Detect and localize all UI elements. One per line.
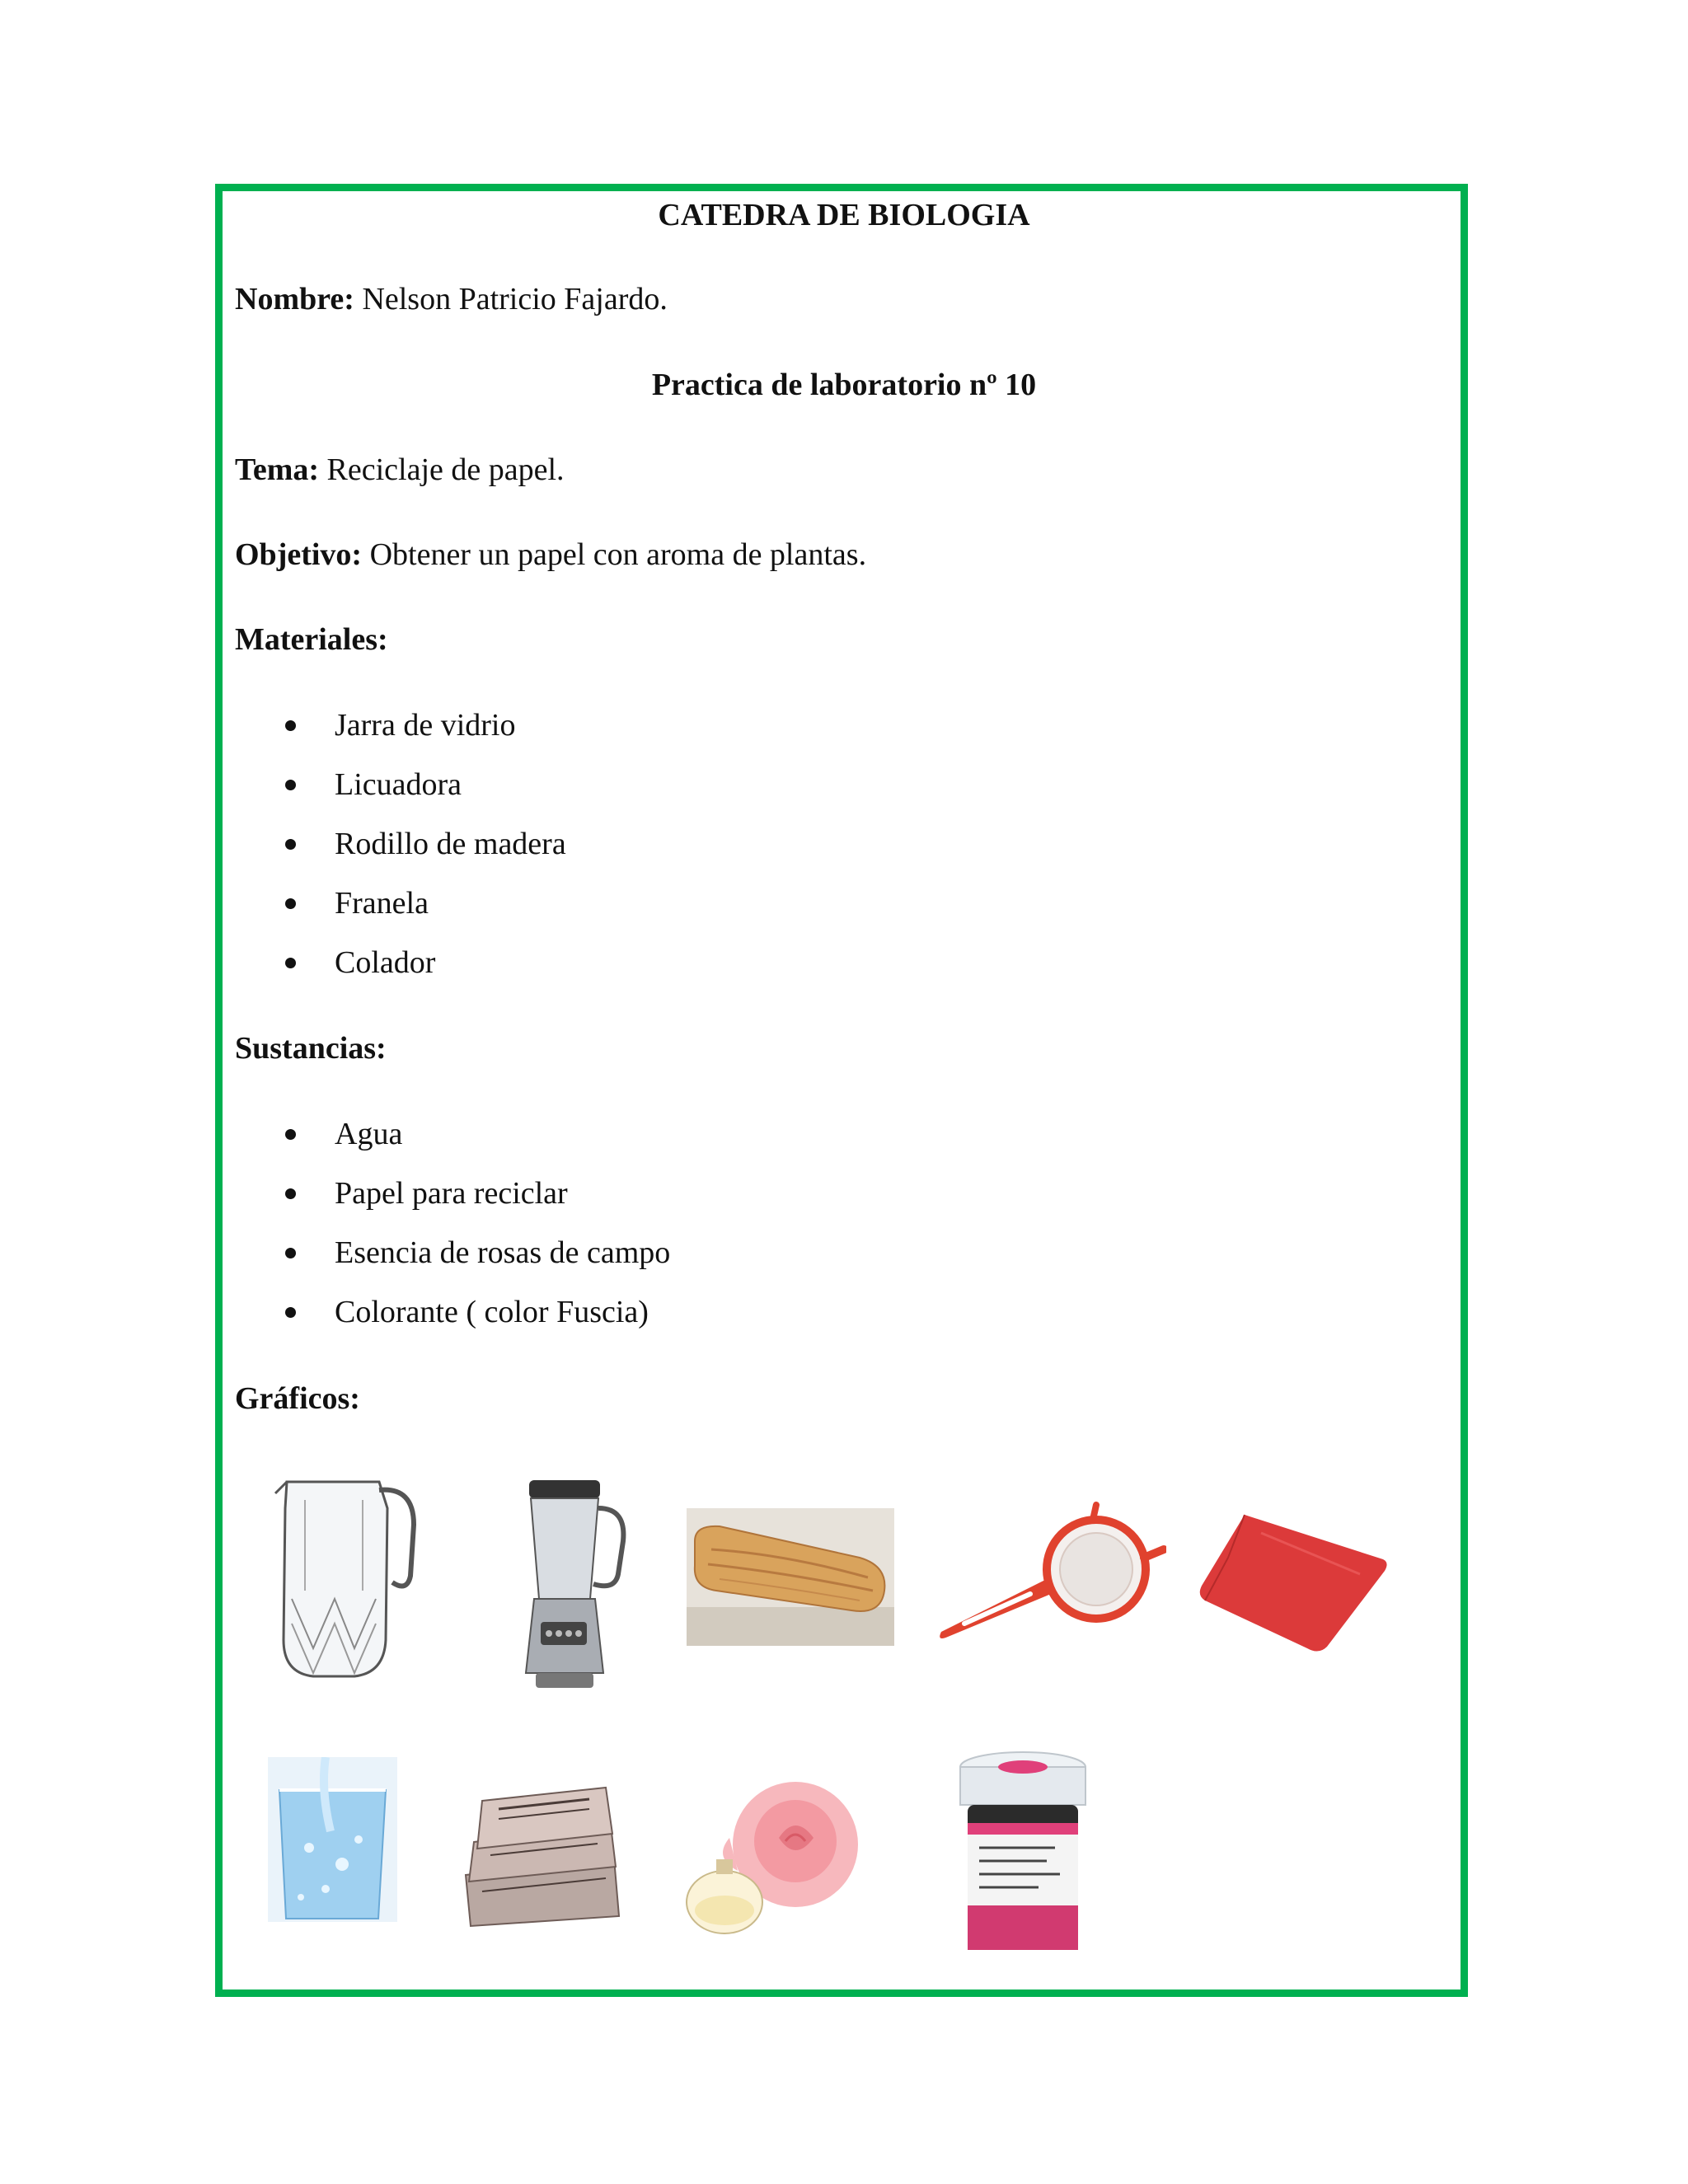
materiales-heading: Materiales: [235,622,388,657]
tema-field [235,452,565,488]
sustancias-heading: Sustancias: [235,1031,387,1066]
bullet-icon [285,958,296,968]
objetivo-label: Objetivo: [235,537,363,572]
stack-of-newspapers-image [457,1776,626,1929]
bullet-icon [285,1129,296,1140]
blender-image [511,1475,631,1694]
bullet-icon [285,1248,296,1258]
bullet-icon [285,839,296,850]
graficos-heading: Gráficos: [235,1381,360,1416]
nombre-field [235,281,668,317]
bullet-icon [285,780,296,790]
bullet-icon [285,898,296,909]
red-strainer-image [931,1500,1166,1648]
glass-pitcher-image [272,1475,420,1681]
wooden-rolling-pin-image [687,1508,894,1646]
objetivo-field [235,537,866,573]
bullet-icon [285,720,296,731]
bullet-icon [285,1307,296,1318]
tema-label: Tema: [235,452,320,487]
bullet-icon [285,1188,296,1199]
food-coloring-jar-image [956,1749,1090,1955]
practice-title: Practica de laboratorio nº 10 [651,368,1037,402]
nombre-value: Nelson Patricio Fajardo. [354,282,668,316]
nombre-label: Nombre: [235,282,354,316]
rose-and-essence-bottle-image [680,1772,886,1937]
page-title: CATEDRA DE BIOLOGIA [658,198,1030,232]
tema-value: Reciclaje de papel. [319,452,565,487]
glass-of-water-image [268,1757,397,1922]
objetivo-value: Obtener un papel con aroma de plantas. [362,537,867,572]
red-flannel-cloth-image [1195,1508,1393,1657]
